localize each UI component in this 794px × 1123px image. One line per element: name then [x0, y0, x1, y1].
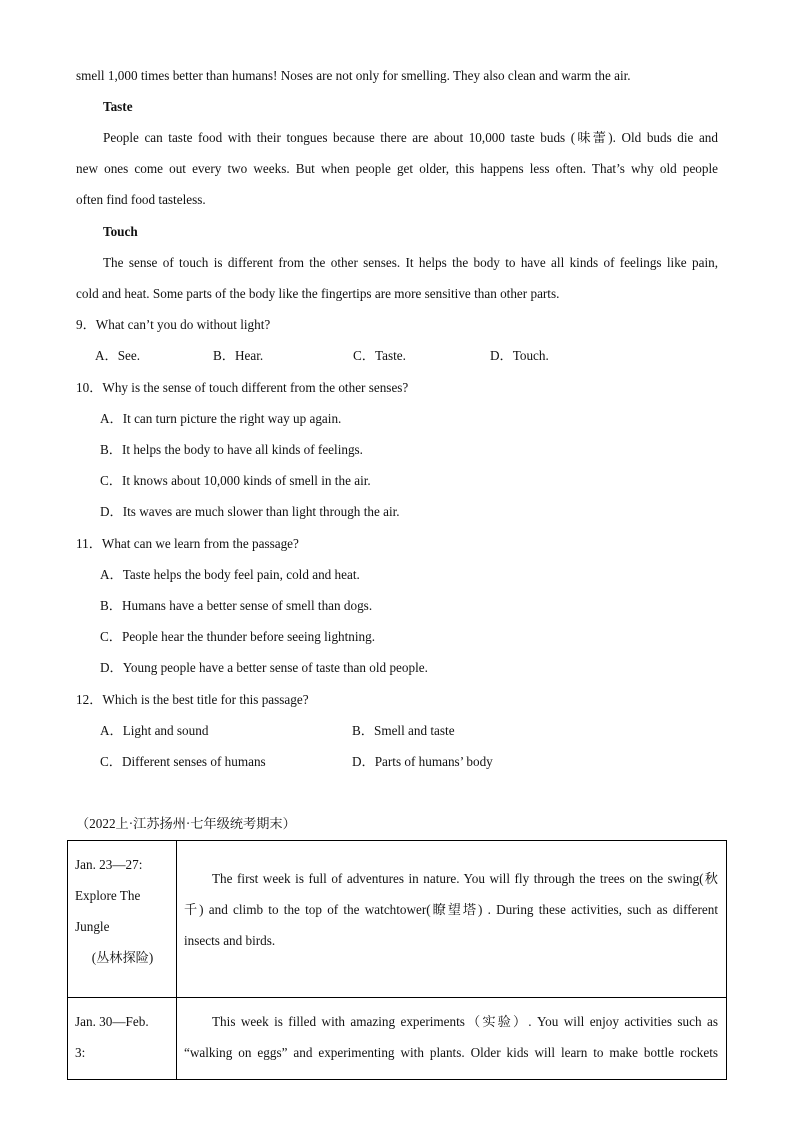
date-line: 3:	[75, 1045, 86, 1060]
date-line: Jan. 30—Feb.	[75, 1014, 149, 1029]
question-12-stem: 12．Which is the best title for this passage?	[76, 692, 309, 707]
heading-taste: Taste	[103, 99, 133, 114]
passage-line-smell: smell 1,000 times better than humans! Noses are not only for smelling. They also clean and warm the air.	[76, 68, 631, 83]
schedule-row	[68, 841, 727, 998]
desc-line: “walking on eggs” and experimenting with plants. Older kids will learn to make bottle rockets	[184, 1045, 718, 1060]
question-11-stem: 11．What can we learn from the passage?	[76, 536, 299, 551]
date-line: Jan. 23—27:	[75, 857, 143, 872]
date-line: (丛林探险)	[91, 950, 154, 965]
heading-touch: Touch	[103, 224, 138, 239]
question-11-option-c[interactable]: C．People hear the thunder before seeing lightning.	[100, 629, 376, 644]
question-11-option-d[interactable]: D．Young people have a better sense of taste than old people.	[100, 660, 428, 675]
question-11-option-a[interactable]: A．Taste helps the body feel pain, cold and heat.	[100, 567, 360, 582]
schedule-row	[68, 998, 727, 1080]
question-11-option-b[interactable]: B．Humans have a better sense of smell than dogs.	[100, 598, 373, 613]
question-12-option-c[interactable]: C．Different senses of humans	[100, 754, 266, 769]
passage-touch-line-2: cold and heat. Some parts of the body like the fingertips are more sensitive than other parts.	[76, 286, 560, 301]
passage-touch-line-1: The sense of touch is different from the other senses. It helps the body to have all kinds of feelings like pain,	[103, 255, 718, 270]
question-10-option-a[interactable]: A．It can turn picture the right way up again.	[100, 411, 342, 426]
question-9-option-d[interactable]: D．Touch.	[490, 348, 549, 363]
schedule-date-cell	[68, 998, 177, 1080]
passage-taste-line-3: often find food tasteless.	[76, 192, 206, 207]
passage-taste-line-2: new ones come out every two weeks. But when people get older, this happens less often. That’s why old people	[76, 161, 718, 176]
passage-taste-line-1: People can taste food with their tongues because there are about 10,000 taste buds (味蕾). Old buds die and	[103, 130, 718, 145]
schedule-desc-cell	[177, 998, 727, 1080]
schedule-date-cell	[68, 841, 177, 998]
desc-line: insects and birds.	[184, 933, 276, 948]
question-9-option-a[interactable]: A．See.	[95, 348, 141, 363]
question-10-option-c[interactable]: C．It knows about 10,000 kinds of smell in the air.	[100, 473, 371, 488]
question-12-option-d[interactable]: D．Parts of humans’ body	[352, 754, 493, 769]
desc-line: The first week is full of adventures in nature. You will fly through the trees on the swing(秋	[212, 871, 718, 886]
question-9-option-b[interactable]: B．Hear.	[213, 348, 264, 363]
question-12-option-b[interactable]: B．Smell and taste	[352, 723, 455, 738]
schedule-table	[67, 840, 727, 1080]
question-9-option-c[interactable]: C．Taste.	[353, 348, 406, 363]
question-10-option-b[interactable]: B．It helps the body to have all kinds of feelings.	[100, 442, 363, 457]
schedule-desc-cell	[177, 841, 727, 998]
date-line: Jungle	[75, 919, 110, 934]
question-10-option-d[interactable]: D．Its waves are much slower than light through the air.	[100, 504, 400, 519]
desc-line: This week is filled with amazing experiments（实验）. You will enjoy activities such as	[212, 1014, 718, 1029]
date-line: Explore The	[75, 888, 141, 903]
desc-line: 千) and climb to the top of the watchtower(瞭望塔) . During these activities, such as different	[184, 902, 718, 917]
question-12-option-a[interactable]: A．Light and sound	[100, 723, 209, 738]
question-10-stem: 10．Why is the sense of touch different from the other senses?	[76, 380, 409, 395]
source-label: （2022上·江苏扬州·七年级统考期末）	[76, 816, 296, 831]
question-9-stem: 9．What can’t you do without light?	[76, 317, 271, 332]
